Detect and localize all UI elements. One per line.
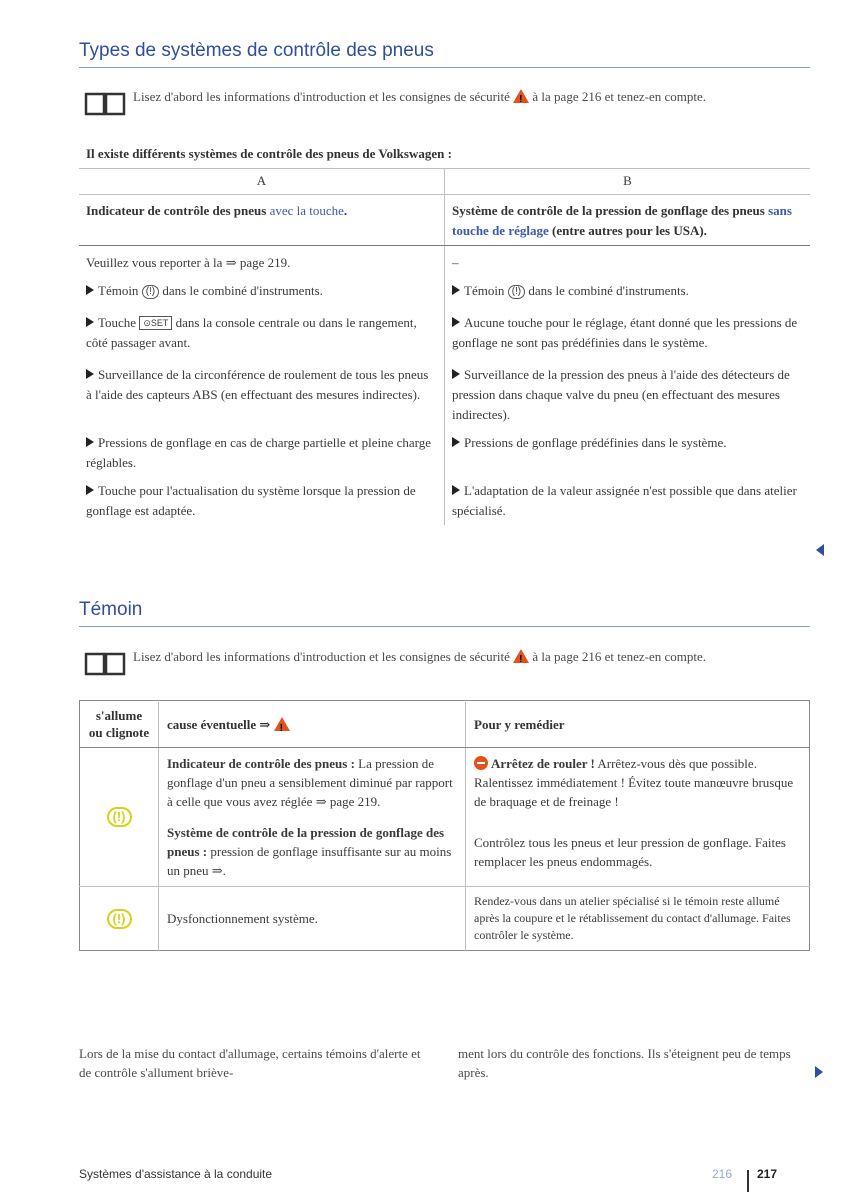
set-key-icon: ⊙SET (139, 316, 172, 330)
list-item: Témoin (!) dans le combiné d'instruments. (445, 277, 811, 305)
section-title: Types de systèmes de contrôle des pneus (79, 40, 434, 61)
cause-cell: Indicateur de contrôle des pneus : La pression de gonflage d'un pneu a sensiblement diminué par rapport à celle que vous avez réglée ⇒ page 219. (159, 748, 466, 818)
lamp-cell (80, 887, 159, 951)
lamp-cell (80, 748, 159, 887)
body-text-left: Lors de la mise du contact d'allumage, certains témoins d'alerte et de contrôle s'allument briève- (79, 1046, 421, 1080)
warning-lamp-table (79, 700, 810, 951)
intro-text: Il existe différents systèmes de contrôle des pneus de Volkswagen : (86, 146, 452, 161)
tire-pressure-lamp-icon: (!) (508, 285, 525, 299)
list-item: Touche ⊙SET dans la console centrale ou dans le rangement, côté passager avant. (79, 305, 445, 357)
note-text-start: Lisez d'abord les informations d'introduction et les consignes de sécurité (133, 649, 514, 664)
column-b-header: B (445, 169, 811, 195)
continue-arrow-icon (815, 1066, 823, 1078)
note-text-end: à la page 216 et tenez-en compte. (529, 89, 707, 104)
bullet-arrow-icon (86, 285, 94, 295)
list-item: L'adaptation de la valeur assignée n'est possible que dans atelier spécialisé. (452, 483, 797, 518)
cause-cell: Dysfonctionnement système. (159, 887, 466, 951)
bullet-arrow-icon (452, 285, 460, 295)
tire-pressure-lamp-icon: (!) (142, 285, 159, 299)
note-text-start: Lisez d'abord les informations d'introduction et les consignes de sécurité (133, 89, 514, 104)
bullet-arrow-icon (452, 485, 460, 495)
cause-cell: Système de contrôle de la pression de gonflage des pneus : pression de gonflage insuffisante sur au moins un pneu ⇒. (159, 817, 466, 887)
bullet-arrow-icon (452, 369, 460, 379)
list-item: Aucune touche pour le réglage, étant donné que les pressions de gonflage ne sont pas prédéfinies dans le système. (452, 315, 798, 350)
tire-pressure-warning-lamp-icon: (!) (107, 807, 132, 827)
remedy-cell: Contrôlez tous les pneus et leur pression de gonflage. Faites remplacer les pneus endommagés. (466, 817, 810, 887)
header-remedy: Pour y remédier (466, 701, 810, 748)
bullet-arrow-icon (86, 369, 94, 379)
footer-divider (747, 1170, 749, 1192)
bullet-arrow-icon (86, 437, 94, 447)
bullet-arrow-icon (452, 437, 460, 447)
warning-icon (274, 717, 290, 731)
warning-icon (513, 649, 529, 663)
header-lights: s'allume ou clignote (80, 701, 159, 748)
system-b-title: Système de contrôle de la pression de gonflage des pneus sans touche de réglage (entre autres pour les USA). (445, 195, 811, 246)
list-item: Témoin (!) dans le combiné d'instruments. (79, 277, 445, 305)
column-a-header: A (79, 169, 445, 195)
bullet-arrow-icon (86, 485, 94, 495)
remedy-cell: Arrêtez de rouler ! Arrêtez-vous dès que possible. Ralentissez immédiatement ! Évitez toute manœuvre brusque de braquage et de freinage ! (474, 756, 794, 809)
list-item: Surveillance de la pression des pneus à l'aide des détecteurs de pression dans chaque valve du pneu (en effectuant des mesures indirectes). (452, 367, 790, 422)
list-item: Pressions de gonflage prédéfinies dans le système. (445, 429, 811, 477)
systems-table (79, 168, 810, 525)
section-rule (79, 626, 810, 627)
remedy-cell: Rendez-vous dans un atelier spécialisé si le témoin reste allumé après la coupure et le rétablissement du contact d'allumage. Faites contrôler le système. (474, 894, 791, 942)
bullet-arrow-icon (86, 317, 94, 327)
footer-page-prev: 216 (712, 1167, 733, 1181)
list-item: Pressions de gonflage en cas de charge partielle et pleine charge réglables. (79, 429, 445, 477)
book-icon (84, 90, 126, 116)
system-a-title: Indicateur de contrôle des pneus avec la touche. (79, 195, 445, 246)
footer-page-current: 217 (757, 1167, 778, 1181)
ref-b: – (452, 255, 459, 270)
note-text-end: à la page 216 et tenez-en compte. (529, 649, 707, 664)
footer-section-name: Systèmes d'assistance à la conduite (79, 1167, 273, 1181)
warning-icon (513, 89, 529, 103)
safety-note (79, 88, 810, 105)
safety-note (79, 648, 810, 665)
book-icon (84, 650, 126, 676)
section-rule (79, 67, 810, 68)
section-end-arrow-icon (816, 544, 824, 556)
bullet-arrow-icon (452, 317, 460, 327)
list-item: Touche pour l'actualisation du système lorsque la pression de gonflage est adaptée. (79, 477, 445, 525)
body-text-right: ment lors du contrôle des fonctions. Ils s'éteignent peu de temps après. (458, 1046, 791, 1080)
section-title: Témoin (79, 599, 143, 620)
tire-pressure-warning-lamp-icon: (!) (107, 909, 132, 929)
stop-icon (474, 756, 488, 770)
list-item: Surveillance de la circonférence de roulement de tous les pneus à l'aide des capteurs ABS (en effectuant des mesures indirectes). (79, 357, 445, 429)
ref-a: Veuillez vous reporter à la ⇒ page 219. (79, 246, 445, 278)
header-cause: cause éventuelle ⇒ ! (159, 701, 466, 748)
